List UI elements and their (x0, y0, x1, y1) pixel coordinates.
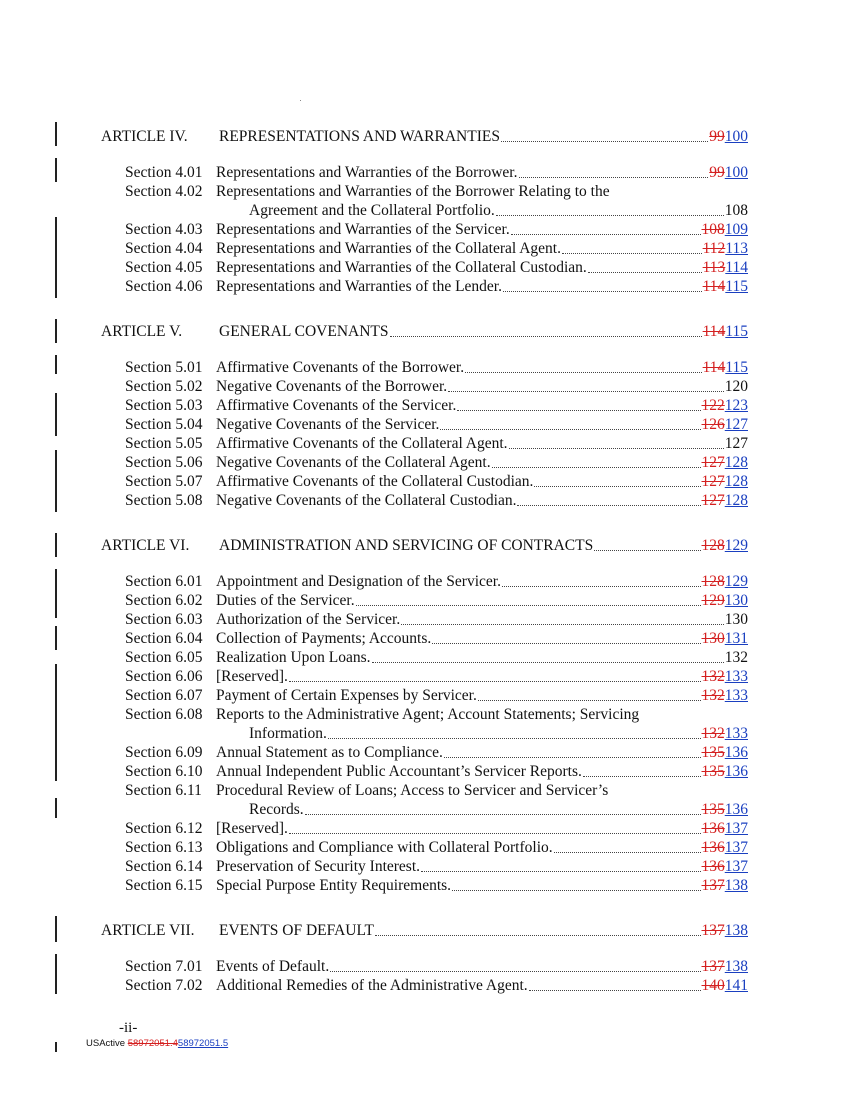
page-folio: -ii- (119, 1020, 138, 1036)
deleted-page-number: 137 (701, 877, 725, 894)
toc-entry-number: Section 6.02 (125, 592, 203, 609)
toc-article-entry[interactable] (0, 127, 849, 147)
inserted-page-number[interactable]: 128 (724, 454, 748, 471)
inserted-page-number[interactable]: 128 (724, 473, 748, 490)
inserted-page-number[interactable]: 100 (724, 128, 748, 145)
dot-leader (534, 486, 700, 487)
toc-entry-number: ARTICLE VI. (101, 537, 190, 554)
deleted-page-number: 114 (702, 278, 726, 295)
dot-leader (401, 624, 724, 625)
inserted-page-number[interactable]: 109 (724, 221, 748, 238)
deleted-page-number: 127 (701, 492, 725, 509)
dot-leader (502, 586, 701, 587)
deleted-page-number: 127 (701, 454, 725, 471)
inserted-page-number[interactable]: 130 (724, 592, 748, 609)
toc-entry-title: Payment of Certain Expenses by Servicer. (216, 687, 477, 704)
toc-section-entry[interactable] (0, 358, 849, 378)
dot-leader (330, 971, 700, 972)
deleted-page-number: 108 (701, 221, 725, 238)
toc-section-entry[interactable] (0, 377, 849, 397)
toc-entry-number: Section 6.08 (125, 706, 203, 723)
dot-leader (372, 662, 724, 663)
toc-entry-title: Authorization of the Servicer. (216, 611, 401, 628)
toc-entry-number: ARTICLE VII. (101, 922, 195, 939)
toc-article-entry[interactable] (0, 921, 849, 941)
deleted-page-number: 132 (701, 725, 725, 742)
page-number (702, 686, 749, 706)
page-number (702, 220, 749, 240)
deleted-page-number: 132 (701, 687, 725, 704)
inserted-page-number[interactable]: 138 (724, 958, 748, 975)
inserted-page-number[interactable]: 129 (724, 537, 748, 554)
deleted-page-number: 114 (702, 359, 726, 376)
dot-leader (478, 700, 701, 701)
document-footer (86, 1038, 228, 1049)
page-number (702, 957, 749, 977)
footer-old-doc-id: 58972051.4 (127, 1038, 178, 1049)
inserted-page-number[interactable]: 133 (724, 668, 748, 685)
inserted-page-number[interactable]: 115 (725, 323, 748, 340)
page-number (702, 667, 749, 687)
toc-entry-title: Annual Independent Public Accountant’s Servicer Reports. (216, 763, 582, 780)
toc-article-entry[interactable] (0, 322, 849, 342)
toc-entry-title: Events of Default. (216, 958, 330, 975)
toc-section-entry[interactable] (0, 705, 849, 725)
inserted-page-number[interactable]: 100 (724, 164, 748, 181)
deleted-page-number: 122 (701, 397, 725, 414)
inserted-page-number[interactable]: 129 (724, 573, 748, 590)
toc-entry-number: ARTICLE IV. (101, 128, 188, 145)
deleted-page-number: 114 (702, 323, 726, 340)
dot-leader (457, 410, 700, 411)
page-number (702, 876, 749, 896)
dot-leader (375, 935, 700, 936)
toc-section-entry[interactable] (0, 434, 849, 454)
toc-entry-title: Negative Covenants of the Servicer. (216, 416, 440, 433)
toc-entry-title: GENERAL COVENANTS (219, 323, 389, 340)
page-number (702, 629, 749, 649)
toc-section-entry[interactable] (0, 572, 849, 592)
toc-section-entry[interactable] (0, 277, 849, 297)
toc-entry-number: Section 5.02 (125, 378, 203, 395)
toc-entry-title: Representations and Warranties of the Borrower Relating to the (216, 183, 610, 200)
toc-entry-number: Section 4.01 (125, 164, 203, 181)
inserted-page-number[interactable]: 115 (725, 278, 748, 295)
deleted-page-number: 126 (701, 416, 725, 433)
inserted-page-number[interactable]: 137 (724, 839, 748, 856)
toc-entry-title: Appointment and Designation of the Servicer. (216, 573, 501, 590)
toc-section-entry[interactable] (0, 396, 849, 416)
toc-entry-number: ARTICLE V. (101, 323, 183, 340)
toc-section-entry[interactable] (0, 491, 849, 511)
page-number (702, 453, 749, 473)
page-number: 132 (724, 649, 748, 666)
dot-leader (492, 467, 701, 468)
toc-section-entry[interactable] (0, 648, 849, 668)
toc-entry-number: Section 5.07 (125, 473, 203, 490)
toc-entry-title: REPRESENTATIONS AND WARRANTIES (219, 128, 500, 145)
toc-section-entry[interactable] (0, 610, 849, 630)
toc-entry-number: Section 4.06 (125, 278, 203, 295)
toc-entry-title: Affirmative Covenants of the Borrower. (216, 359, 465, 376)
toc-entry-title: Affirmative Covenants of the Collateral Custodian. (216, 473, 534, 490)
toc-section-entry[interactable] (0, 258, 849, 278)
toc-entry-title: [Reserved]. (216, 820, 288, 837)
toc-entry-title: Special Purpose Entity Requirements. (216, 877, 452, 894)
page-number (702, 857, 749, 877)
toc-entry-title: Negative Covenants of the Borrower. (216, 378, 448, 395)
toc-entry-number: Section 6.01 (125, 573, 203, 590)
stray-mark (300, 100, 301, 101)
deleted-page-number: 130 (701, 630, 725, 647)
toc-section-entry[interactable] (0, 220, 849, 240)
toc-entry-number: Section 5.03 (125, 397, 203, 414)
page-number (702, 762, 749, 782)
inserted-page-number[interactable]: 136 (724, 801, 748, 818)
deleted-page-number: 127 (701, 473, 725, 490)
inserted-page-number[interactable]: 131 (724, 630, 748, 647)
deleted-page-number: 135 (701, 744, 725, 761)
deleted-page-number: 135 (701, 801, 725, 818)
footer-prefix: USActive (86, 1038, 128, 1049)
change-bar (55, 1042, 57, 1052)
toc-entry-number: Section 6.05 (125, 649, 203, 666)
toc-entry-title: Collection of Payments; Accounts. (216, 630, 432, 647)
toc-article-entry[interactable] (0, 536, 849, 556)
dot-leader (356, 605, 701, 606)
dot-leader (390, 336, 702, 337)
toc-entry-number: Section 5.05 (125, 435, 203, 452)
inserted-page-number[interactable]: 138 (724, 922, 748, 939)
toc-entry-title: Representations and Warranties of the Lender. (216, 278, 502, 295)
page-number (702, 491, 749, 511)
toc-section-entry[interactable] (0, 667, 849, 687)
dot-leader (511, 234, 701, 235)
toc-entry-title: Negative Covenants of the Collateral Custodian. (216, 492, 517, 509)
toc-section-continuation[interactable] (0, 800, 849, 820)
toc-entry-title: EVENTS OF DEFAULT (219, 922, 375, 939)
toc-entry-number: Section 6.15 (125, 877, 203, 894)
toc-entry-title: Additional Remedies of the Administrative Agent. (216, 977, 528, 994)
toc-entry-number: Section 6.14 (125, 858, 203, 875)
toc-entry-number: Section 5.06 (125, 454, 203, 471)
dot-leader (588, 272, 702, 273)
toc-entry-title: Affirmative Covenants of the Collateral Agent. (216, 435, 508, 452)
toc-entry-number: Section 5.08 (125, 492, 203, 509)
inserted-page-number[interactable]: 138 (724, 877, 748, 894)
inserted-page-number[interactable]: 137 (724, 858, 748, 875)
toc-entry-number: Section 6.10 (125, 763, 203, 780)
toc-entry-title: Realization Upon Loans. (216, 649, 371, 666)
dot-leader (529, 990, 701, 991)
deleted-page-number: 137 (701, 922, 725, 939)
toc-entry-number: Section 6.12 (125, 820, 203, 837)
toc-entry-number: Section 6.09 (125, 744, 203, 761)
deleted-page-number: 135 (701, 763, 725, 780)
toc-entry-number: Section 4.05 (125, 259, 203, 276)
toc-entry-number: Section 7.02 (125, 977, 203, 994)
inserted-page-number[interactable]: 128 (724, 492, 748, 509)
dot-leader (305, 814, 701, 815)
toc-section-entry[interactable] (0, 629, 849, 649)
inserted-page-number[interactable]: 137 (724, 820, 748, 837)
dot-leader (554, 852, 701, 853)
deleted-page-number: 112 (702, 240, 726, 257)
dot-leader (501, 141, 708, 142)
toc-entry-number: Section 4.03 (125, 221, 203, 238)
toc-entry-title: Duties of the Servicer. (216, 592, 355, 609)
toc-entry-number: Section 6.03 (125, 611, 203, 628)
toc-entry-title: Representations and Warranties of the Collateral Agent. (216, 240, 561, 257)
deleted-page-number: 128 (701, 537, 725, 554)
inserted-page-number[interactable]: 113 (725, 240, 748, 257)
page-number (702, 536, 749, 556)
toc-entry-title: Procedural Review of Loans; Access to Servicer and Servicer’s (216, 782, 609, 799)
deleted-page-number: 128 (701, 573, 725, 590)
dot-leader (421, 871, 700, 872)
page-number (702, 472, 749, 492)
toc-entry-title: [Reserved]. (216, 668, 288, 685)
deleted-page-number: 113 (702, 259, 726, 276)
toc-entry-title-continued: Information. (249, 725, 327, 742)
toc-section-continuation[interactable] (0, 724, 849, 744)
toc-section-entry[interactable] (0, 415, 849, 435)
toc-section-entry[interactable] (0, 591, 849, 611)
inserted-page-number[interactable]: 114 (725, 259, 748, 276)
deleted-page-number: 136 (701, 820, 725, 837)
page-number (702, 591, 749, 611)
toc-section-entry[interactable] (0, 163, 849, 183)
inserted-page-number[interactable]: 127 (724, 416, 748, 433)
toc-section-entry[interactable] (0, 762, 849, 782)
dot-leader (328, 738, 701, 739)
page-number (709, 127, 748, 147)
toc-entry-title: Annual Statement as to Compliance. (216, 744, 443, 761)
toc-entry-title: Negative Covenants of the Collateral Agent. (216, 454, 491, 471)
page-number (703, 277, 748, 297)
page-number: 127 (724, 435, 748, 452)
toc-entry-title: Obligations and Compliance with Collateral Portfolio. (216, 839, 553, 856)
page-number (702, 819, 749, 839)
inserted-page-number[interactable]: 115 (725, 359, 748, 376)
page-number (703, 239, 748, 259)
inserted-page-number[interactable]: 136 (724, 744, 748, 761)
deleted-page-number: 137 (701, 958, 725, 975)
toc-section-entry[interactable] (0, 857, 849, 877)
inserted-page-number[interactable]: 141 (724, 977, 748, 994)
inserted-page-number[interactable]: 133 (724, 687, 748, 704)
page-number (702, 572, 749, 592)
inserted-page-number[interactable]: 133 (724, 725, 748, 742)
toc-entry-title-continued: Agreement and the Collateral Portfolio. (249, 202, 495, 219)
toc-entry-number: Section 6.07 (125, 687, 203, 704)
toc-section-entry[interactable] (0, 472, 849, 492)
toc-entry-title: ADMINISTRATION AND SERVICING OF CONTRACTS (219, 537, 594, 554)
page-number: 120 (724, 378, 748, 395)
page-number (703, 322, 748, 342)
toc-entry-title: Representations and Warranties of the Borrower. (216, 164, 518, 181)
toc-section-entry[interactable] (0, 743, 849, 763)
toc-entry-title-continued: Records. (249, 801, 304, 818)
dot-leader (432, 643, 700, 644)
toc-entry-title: Representations and Warranties of the Servicer. (216, 221, 510, 238)
page-number (702, 838, 749, 858)
toc-section-entry[interactable] (0, 239, 849, 259)
dot-leader (562, 253, 702, 254)
dot-leader (519, 177, 709, 178)
page-number (702, 743, 749, 763)
page-number (703, 358, 748, 378)
deleted-page-number: 140 (701, 977, 725, 994)
deleted-page-number: 99 (709, 164, 725, 181)
footer-new-doc-id: 58972051.5 (177, 1038, 229, 1049)
page-number (702, 415, 749, 435)
deleted-page-number: 136 (701, 858, 725, 875)
page-number (702, 921, 749, 941)
toc-entry-number: Section 6.11 (125, 782, 202, 799)
inserted-page-number[interactable]: 136 (724, 763, 748, 780)
dot-leader (448, 391, 724, 392)
toc-section-entry[interactable] (0, 876, 849, 896)
toc-entry-title: Affirmative Covenants of the Servicer. (216, 397, 457, 414)
dot-leader (517, 505, 700, 506)
toc-entry-title: Preservation of Security Interest. (216, 858, 421, 875)
toc-section-entry[interactable] (0, 838, 849, 858)
page-number: 108 (724, 202, 748, 219)
toc-entry-number: Section 6.06 (125, 668, 203, 685)
toc-entry-number: Section 6.13 (125, 839, 203, 856)
dot-leader (289, 833, 701, 834)
toc-entry-number: Section 6.04 (125, 630, 203, 647)
toc-section-entry[interactable] (0, 453, 849, 473)
toc-section-entry[interactable] (0, 686, 849, 706)
dot-leader (465, 372, 702, 373)
toc-section-entry[interactable] (0, 182, 849, 202)
page-number (709, 163, 748, 183)
page-number (702, 976, 749, 996)
toc-section-entry[interactable] (0, 957, 849, 977)
toc-entry-title: Reports to the Administrative Agent; Account Statements; Servicing (216, 706, 640, 723)
toc-entry-title: Representations and Warranties of the Collateral Custodian. (216, 259, 587, 276)
toc-entry-number: Section 5.04 (125, 416, 203, 433)
dot-leader (583, 776, 701, 777)
dot-leader (452, 890, 700, 891)
dot-leader (444, 757, 701, 758)
page-number (702, 724, 749, 744)
page-number: 130 (724, 611, 748, 628)
toc-section-entry[interactable] (0, 976, 849, 996)
toc-entry-number: Section 5.01 (125, 359, 203, 376)
toc-section-entry[interactable] (0, 819, 849, 839)
toc-section-entry[interactable] (0, 781, 849, 801)
deleted-page-number: 99 (709, 128, 725, 145)
deleted-page-number: 136 (701, 839, 725, 856)
page-number (702, 396, 749, 416)
toc-entry-number: Section 7.01 (125, 958, 203, 975)
toc-entry-number: Section 4.04 (125, 240, 203, 257)
inserted-page-number[interactable]: 123 (724, 397, 748, 414)
deleted-page-number: 132 (701, 668, 725, 685)
dot-leader (594, 550, 700, 551)
dot-leader (509, 448, 724, 449)
toc-section-continuation[interactable] (0, 201, 849, 221)
toc-entry-number: Section 4.02 (125, 183, 203, 200)
deleted-page-number: 129 (701, 592, 725, 609)
dot-leader (289, 681, 701, 682)
page-number (703, 258, 748, 278)
dot-leader (440, 429, 700, 430)
dot-leader (503, 291, 702, 292)
page-number (702, 800, 749, 820)
dot-leader (496, 215, 724, 216)
